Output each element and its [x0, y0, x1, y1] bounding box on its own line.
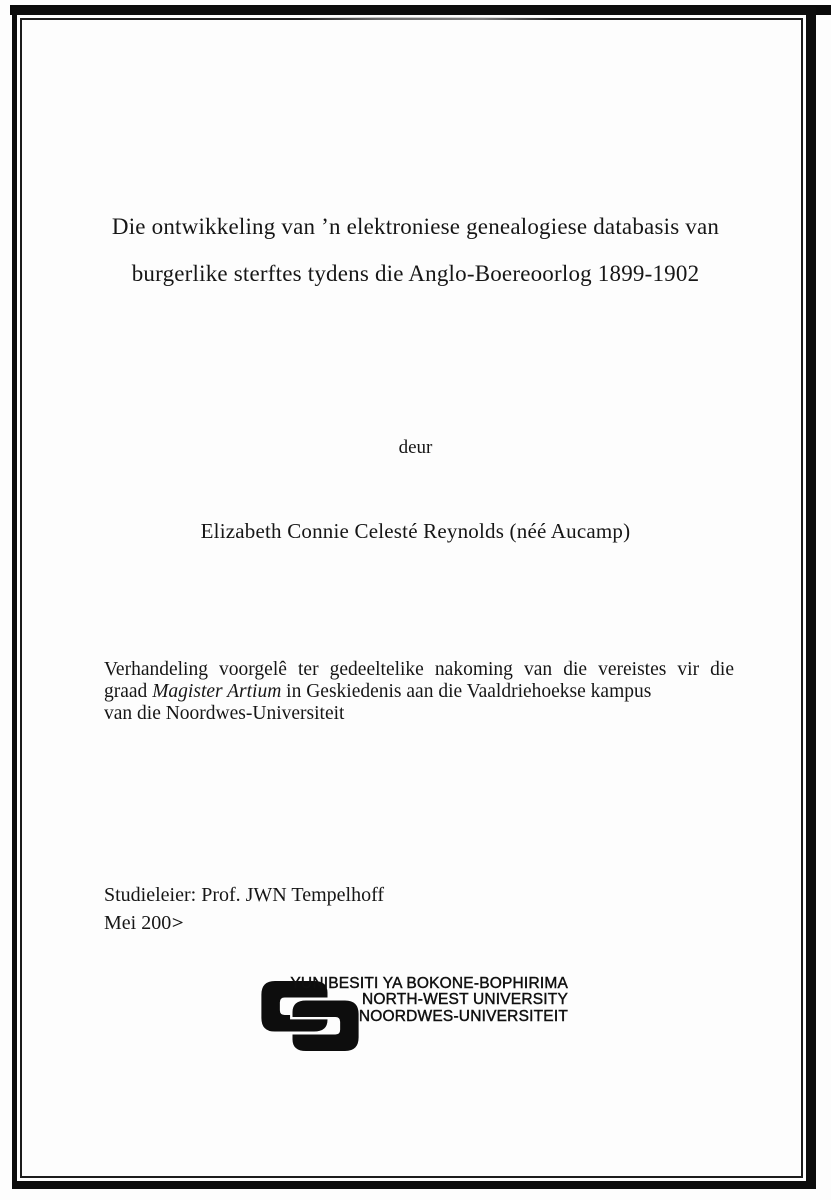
supervisor-line: Studieleier: Prof. JWN Tempelhoff [104, 884, 385, 906]
degree-statement-line2-suffix: in Geskiedenis aan die Vaaldriehoekse kampus [281, 681, 652, 702]
thesis-title-line2: burgerlike sterftes tydens die Anglo-Boereoorlog 1899-1902 [131, 261, 700, 286]
thesis-title-line1: Die ontwikkeling van ’n elektroniese genealogiese databasis van [111, 214, 720, 239]
date-seven-glyph: > [171, 912, 184, 933]
scan-smudge [300, 17, 560, 20]
nwu-logo-wordmark [290, 976, 568, 1025]
date-line [104, 910, 384, 938]
author-name: Elizabeth Connie Celesté Reynolds (néé Aucamp) [200, 519, 631, 543]
degree-statement-line2-prefix: graad [104, 681, 153, 702]
logo-line-english: NORTH-WEST UNIVERSITY [361, 991, 568, 1009]
supervisor-block [104, 882, 384, 937]
date-text: Mei 200 [104, 911, 172, 934]
degree-statement-line2 [104, 681, 734, 703]
degree-statement-line1: Verhandeling voorgelê ter gedeeltelike nakoming van die vereistes vir die [104, 659, 734, 680]
thesis-title [70, 203, 761, 297]
byline-label: deur [398, 437, 433, 458]
logo-line-setswana: YUNIBESITI YA BOKONE-BOPHIRIMA [290, 975, 568, 992]
degree-statement-line3: van die Noordwes-Universiteit [104, 703, 345, 724]
degree-name-italic: Magister Artium [152, 681, 282, 702]
logo-line-afrikaans: NOORDWES-UNIVERSITEIT [358, 1007, 568, 1025]
degree-statement [104, 659, 734, 725]
